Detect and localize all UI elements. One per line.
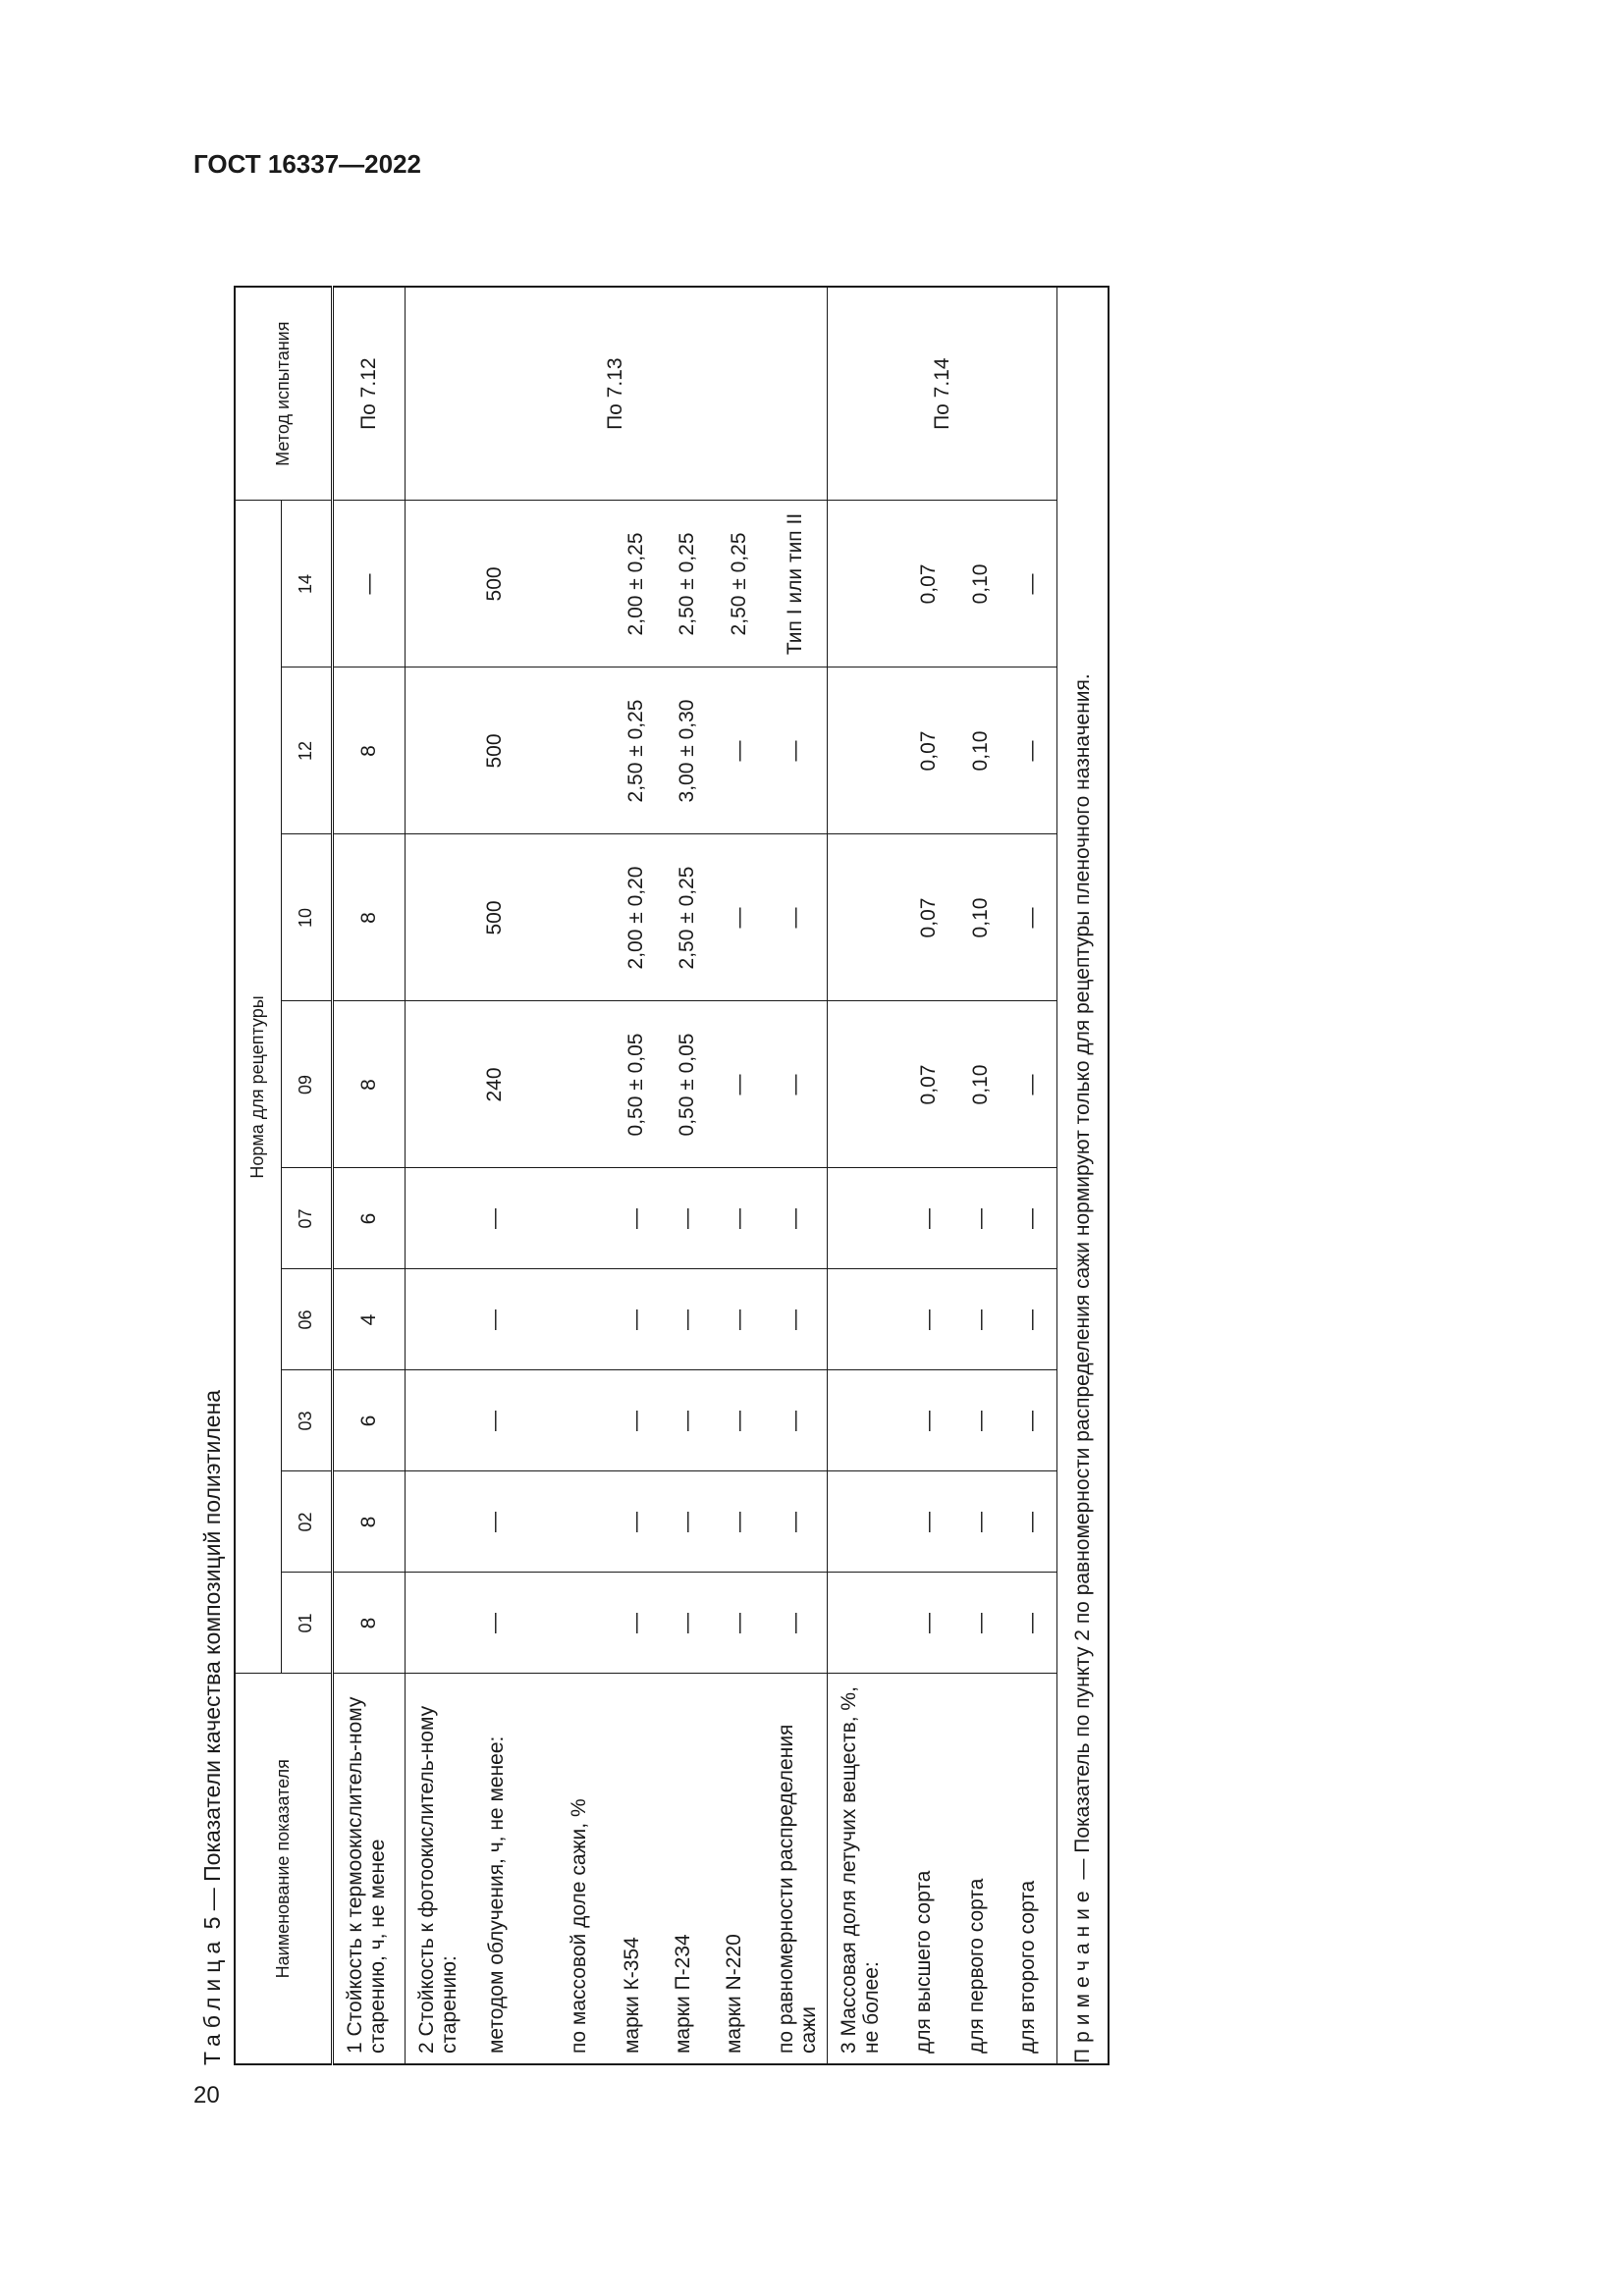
cell-value: 2,50 ± 0,25 (713, 501, 764, 667)
row-label: 2 Стойкость к фотоокислитель-ному старению: (405, 1674, 475, 2064)
cell-value: — (662, 1471, 713, 1573)
cell-value (828, 1269, 902, 1370)
table-row (611, 287, 662, 2064)
cell-value: — (475, 1573, 558, 1674)
cell-value: 2,00 ± 0,20 (611, 834, 662, 1001)
cell-value (558, 1001, 611, 1168)
cell-value: Тип I или тип II (765, 501, 828, 667)
cell-value: 0,07 (902, 1001, 955, 1168)
cell-value: — (765, 1471, 828, 1573)
cell-value: 0,10 (955, 1001, 1006, 1168)
table-row (332, 287, 405, 2064)
cell-value (828, 1168, 902, 1269)
cell-value: 240 (475, 1001, 558, 1168)
cell-value (558, 834, 611, 1001)
cell-value: — (955, 1269, 1006, 1370)
cell-value: — (765, 834, 828, 1001)
cell-value: — (1006, 1471, 1057, 1573)
cell-value: 0,10 (955, 501, 1006, 667)
cell-value: 8 (332, 1573, 405, 1674)
cell-value: — (1006, 1269, 1057, 1370)
cell-value: — (765, 1001, 828, 1168)
cell-value: 500 (475, 834, 558, 1001)
cell-value: — (902, 1573, 955, 1674)
header-recipe: 02 (281, 1471, 332, 1573)
row-label: 3 Массовая доля летучих веществ, %, не более: (828, 1674, 902, 2064)
cell-value (828, 667, 902, 834)
row-label: методом облучения, ч, не менее: (475, 1674, 558, 2064)
cell-value: — (713, 1370, 764, 1471)
cell-value (828, 1370, 902, 1471)
header-norm-group: Норма для рецептуры (235, 501, 281, 1674)
cell-value: — (662, 1168, 713, 1269)
cell-value: 0,50 ± 0,05 (662, 1001, 713, 1168)
cell-value: — (713, 1168, 764, 1269)
table-row (475, 287, 558, 2064)
cell-value: — (662, 1573, 713, 1674)
cell-value: — (765, 1370, 828, 1471)
cell-value (558, 667, 611, 834)
cell-value (405, 1269, 475, 1370)
cell-value: — (713, 1001, 764, 1168)
cell-value (405, 1168, 475, 1269)
cell-value (405, 1573, 475, 1674)
cell-value: 2,50 ± 0,25 (611, 667, 662, 834)
cell-value (828, 834, 902, 1001)
test-method: По 7.13 (405, 287, 827, 501)
header-recipe: 03 (281, 1370, 332, 1471)
note-prefix: Примечание (1070, 1885, 1094, 2063)
header-recipe: 10 (281, 834, 332, 1001)
cell-value: — (1006, 834, 1057, 1001)
cell-value: 2,50 ± 0,25 (662, 834, 713, 1001)
cell-value: — (955, 1168, 1006, 1269)
cell-value (558, 501, 611, 667)
cell-value: 500 (475, 501, 558, 667)
cell-value: — (713, 834, 764, 1001)
cell-value: — (332, 501, 405, 667)
cell-value (558, 1370, 611, 1471)
table-row (828, 287, 902, 2064)
cell-value: — (1006, 501, 1057, 667)
cell-value: — (713, 1573, 764, 1674)
cell-value: — (765, 1269, 828, 1370)
table-caption (199, 1390, 226, 2065)
table-row (955, 287, 1006, 2064)
row-label: для второго сорта (1006, 1674, 1057, 2064)
header-recipe: 09 (281, 1001, 332, 1168)
cell-value: 0,07 (902, 834, 955, 1001)
header-recipe: 07 (281, 1168, 332, 1269)
cell-value: — (713, 1269, 764, 1370)
cell-value: — (955, 1471, 1006, 1573)
rotated-table-block (192, 255, 1110, 2087)
row-label: для высшего сорта (902, 1674, 955, 2064)
standard-header: ГОСТ 16337—2022 (193, 149, 421, 179)
cell-value: 0,07 (902, 501, 955, 667)
table-row (558, 287, 611, 2064)
cell-value: 8 (332, 1001, 405, 1168)
cell-value: — (475, 1370, 558, 1471)
cell-value: — (1006, 1001, 1057, 1168)
cell-value: — (611, 1370, 662, 1471)
test-method: По 7.12 (332, 287, 405, 501)
table-row (713, 287, 764, 2064)
cell-value: — (1006, 1370, 1057, 1471)
cell-value (405, 667, 475, 834)
cell-value: 500 (475, 667, 558, 834)
cell-value: — (902, 1471, 955, 1573)
cell-value: 6 (332, 1168, 405, 1269)
cell-value: — (713, 1471, 764, 1573)
cell-value: — (955, 1573, 1006, 1674)
cell-value: — (662, 1269, 713, 1370)
cell-value: — (902, 1370, 955, 1471)
cell-value: — (611, 1269, 662, 1370)
cell-value: 8 (332, 1471, 405, 1573)
cell-value: — (611, 1573, 662, 1674)
cell-value: — (611, 1471, 662, 1573)
cell-value: — (1006, 667, 1057, 834)
cell-value: — (1006, 1573, 1057, 1674)
cell-value: — (902, 1269, 955, 1370)
cell-value (405, 1001, 475, 1168)
cell-value: — (611, 1168, 662, 1269)
cell-value (558, 1168, 611, 1269)
cell-value (558, 1471, 611, 1573)
cell-value (558, 1269, 611, 1370)
cell-value: 0,10 (955, 834, 1006, 1001)
cell-value: 6 (332, 1370, 405, 1471)
cell-value (405, 1471, 475, 1573)
header-recipe: 06 (281, 1269, 332, 1370)
cell-value: 3,00 ± 0,30 (662, 667, 713, 834)
cell-value (405, 1370, 475, 1471)
caption-text: 5 — Показатели качества композиций полиэтилена (199, 1389, 225, 1936)
row-label: для первого сорта (955, 1674, 1006, 2064)
cell-value: — (713, 667, 764, 834)
cell-value: — (1006, 1168, 1057, 1269)
test-method: По 7.14 (828, 287, 1057, 501)
cell-value: — (475, 1269, 558, 1370)
table-row (902, 287, 955, 2064)
row-label: марки П-234 (662, 1674, 713, 2064)
page-number: 20 (193, 2082, 220, 2109)
cell-value: — (955, 1370, 1006, 1471)
header-recipe: 12 (281, 667, 332, 834)
cell-value: 8 (332, 667, 405, 834)
note-text: — Показатель по пункту 2 по равномерности распределения сажи нормируют только для рецептуры пленочного назначения. (1070, 673, 1094, 1886)
cell-value: — (765, 1168, 828, 1269)
cell-value: — (662, 1370, 713, 1471)
cell-value: — (475, 1168, 558, 1269)
table-row (662, 287, 713, 2064)
row-label: по массовой доле сажи, % (558, 1674, 611, 2064)
cell-value: 2,50 ± 0,25 (662, 501, 713, 667)
row-label: марки К-354 (611, 1674, 662, 2064)
quality-table (234, 286, 1110, 2065)
cell-value: 8 (332, 834, 405, 1001)
table-row (405, 287, 475, 2064)
row-label: 1 Стойкость к термоокислитель-ному старению, ч, не менее (332, 1674, 405, 2064)
cell-value (828, 1001, 902, 1168)
cell-value (405, 834, 475, 1001)
header-recipe: 14 (281, 501, 332, 667)
cell-value: 2,00 ± 0,25 (611, 501, 662, 667)
cell-value: — (765, 667, 828, 834)
caption-prefix: Таблица (199, 1935, 225, 2065)
cell-value (558, 1573, 611, 1674)
cell-value: — (475, 1471, 558, 1573)
cell-value: 0,10 (955, 667, 1006, 834)
cell-value: — (902, 1168, 955, 1269)
cell-value (405, 501, 475, 667)
cell-value: 4 (332, 1269, 405, 1370)
cell-value: — (765, 1573, 828, 1674)
cell-value: 0,07 (902, 667, 955, 834)
header-recipe: 01 (281, 1573, 332, 1674)
header-name: Наименование показателя (235, 1674, 332, 2064)
cell-value (828, 1471, 902, 1573)
table-row (765, 287, 828, 2064)
header-method: Метод испытания (235, 287, 332, 501)
row-label: марки N-220 (713, 1674, 764, 2064)
table-note (1057, 287, 1109, 2064)
row-label: по равномерности распределения сажи (765, 1674, 828, 2064)
cell-value: 0,50 ± 0,05 (611, 1001, 662, 1168)
cell-value (828, 501, 902, 667)
cell-value (828, 1573, 902, 1674)
table-row (1006, 287, 1057, 2064)
